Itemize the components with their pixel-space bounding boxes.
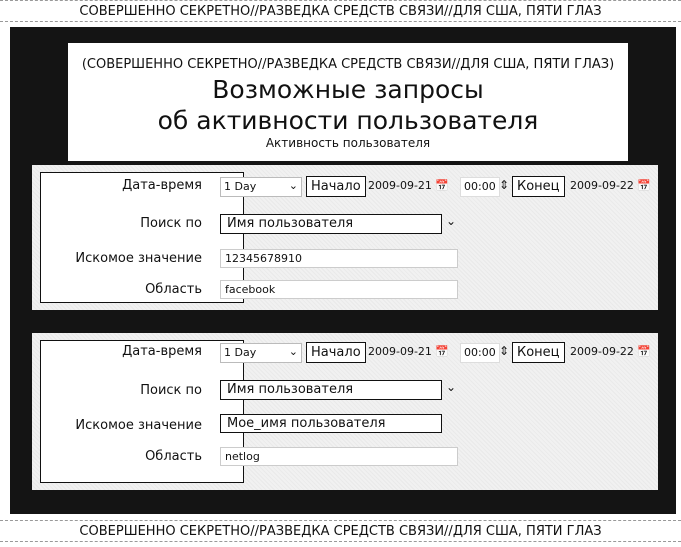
chevron-down-icon: ⌄ xyxy=(288,179,298,192)
scope-input[interactable]: netlog xyxy=(220,447,458,466)
range-select[interactable] xyxy=(220,343,302,363)
classification-banner-bottom: СОВЕРШЕННО СЕКРЕТНО//РАЗВЕДКА СРЕДСТВ СВЯЗИ//ДЛЯ США, ПЯТИ ГЛАЗ xyxy=(0,520,681,542)
query-labels-box xyxy=(40,340,244,483)
time-field[interactable]: 00:00 xyxy=(460,177,500,197)
end-date-field[interactable] xyxy=(570,345,651,358)
calendar-icon[interactable]: 📅 xyxy=(636,345,651,358)
page-title-line-2: об активности пользователя xyxy=(157,106,539,135)
search-by-select[interactable]: Имя пользователя xyxy=(220,380,442,400)
start-date-field[interactable] xyxy=(368,179,449,192)
start-date-field[interactable] xyxy=(368,345,449,358)
search-value-input[interactable]: 12345678910 xyxy=(220,249,458,268)
start-date-value: 2009-09-21 xyxy=(368,345,432,358)
chevron-down-icon[interactable]: ⌄ xyxy=(446,214,457,228)
end-date-value: 2009-09-22 xyxy=(570,345,634,358)
chevron-down-icon: ⌄ xyxy=(288,345,298,358)
calendar-icon[interactable]: 📅 xyxy=(636,179,651,192)
time-spinner-icon[interactable]: ⇕ xyxy=(499,344,510,358)
scope-label: Область xyxy=(145,282,202,297)
page-title-line-1: Возможные запросы xyxy=(212,75,484,104)
search-by-label: Поиск по xyxy=(140,216,202,231)
start-date-value: 2009-09-21 xyxy=(368,179,432,192)
chevron-down-icon[interactable]: ⌄ xyxy=(446,380,457,394)
search-by-select[interactable]: Имя пользователя xyxy=(220,214,442,234)
search-value-label: Искомое значение xyxy=(75,251,202,266)
start-button[interactable]: Начало xyxy=(306,176,366,197)
query-panel-2 xyxy=(32,333,658,490)
scope-input[interactable]: facebook xyxy=(220,280,458,299)
datetime-label: Дата-время xyxy=(122,344,202,359)
range-value: 1 Day xyxy=(224,346,257,359)
query-panel-1 xyxy=(32,165,658,310)
datetime-label: Дата-время xyxy=(122,178,202,193)
search-value-input[interactable]: Мое_имя пользователя xyxy=(220,414,442,433)
search-value-label: Искомое значение xyxy=(75,418,202,433)
search-by-label: Поиск по xyxy=(140,383,202,398)
range-value: 1 Day xyxy=(224,180,257,193)
range-select[interactable] xyxy=(220,177,302,197)
time-spinner-icon[interactable]: ⇕ xyxy=(499,178,510,192)
time-field[interactable]: 00:00 xyxy=(460,343,500,363)
classification-banner-top: СОВЕРШЕННО СЕКРЕТНО//РАЗВЕДКА СРЕДСТВ СВЯЗИ//ДЛЯ США, ПЯТИ ГЛАЗ xyxy=(0,0,681,22)
end-date-field[interactable] xyxy=(570,179,651,192)
calendar-icon[interactable]: 📅 xyxy=(434,179,449,192)
end-button[interactable]: Конец xyxy=(512,342,565,363)
calendar-icon[interactable]: 📅 xyxy=(434,345,449,358)
end-button[interactable]: Конец xyxy=(512,176,565,197)
page-header xyxy=(68,43,628,161)
start-button[interactable]: Начало xyxy=(306,342,366,363)
scope-label: Область xyxy=(145,449,202,464)
page-subtitle: Активность пользователя xyxy=(265,136,431,150)
header-classification: (СОВЕРШЕННО СЕКРЕТНО//РАЗВЕДКА СРЕДСТВ СВЯЗИ//ДЛЯ США, ПЯТИ ГЛАЗ) xyxy=(81,57,615,72)
end-date-value: 2009-09-22 xyxy=(570,179,634,192)
